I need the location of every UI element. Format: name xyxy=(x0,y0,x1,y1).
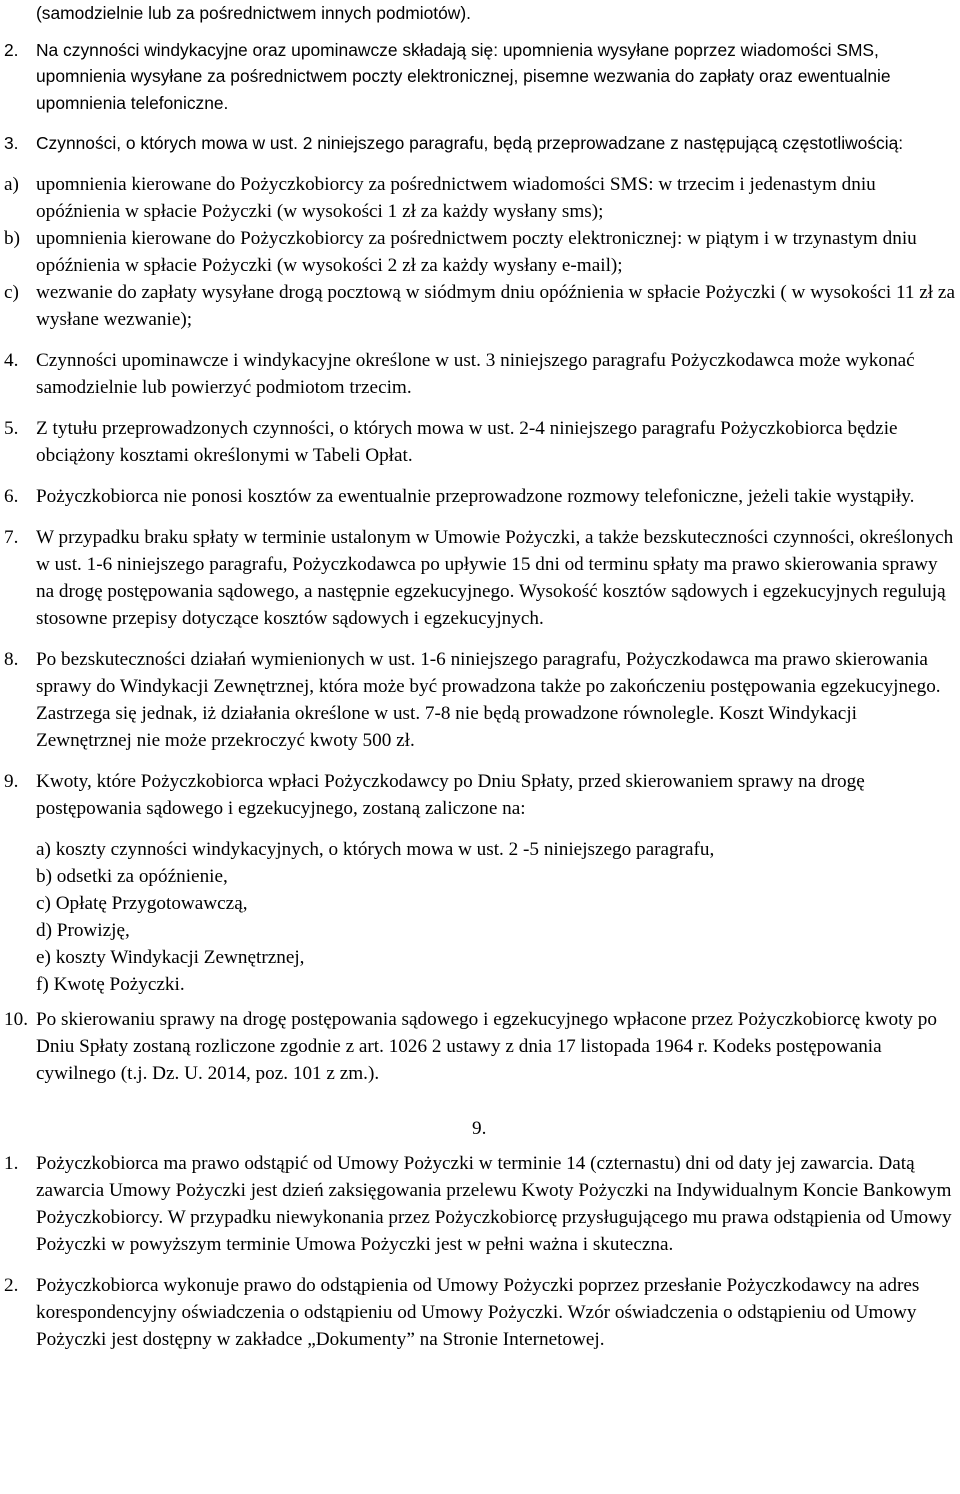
paragraph-number: 2. xyxy=(4,39,19,60)
list-item-text: wezwanie do zapłaty wysyłane drogą pocztową w siódmym dniu opóźnienia w spłacie Pożyczki ( w wysokości 11 zł za wysłane wezwanie); xyxy=(36,281,955,330)
list-item: c) Opłatę Przygotowawczą, xyxy=(36,892,248,914)
paragraph-7 xyxy=(0,524,960,632)
paragraph-text: Czynności, o których mowa w ust. 2 niniejszego paragrafu, będą przeprowadzane z następującą częstotliwością: xyxy=(36,133,904,153)
paragraph-text: Kwoty, które Pożyczkobiorca wpłaci Pożyczkodawcy po Dniu Spłaty, przed skierowaniem sprawy na drogę postępowania sądowego i egzekucyjnego, zostaną zaliczone na: xyxy=(36,770,865,819)
paragraph-number: 10. xyxy=(4,1008,28,1030)
list-item-text: upomnienia kierowane do Pożyczkobiorcy za pośrednictwem wiadomości SMS: w trzecim i jedenastym dniu opóźnienia w spłacie Pożyczki (w wysokości 1 zł za każdy wysłany sms); xyxy=(36,173,876,222)
paragraph-text: Pożyczkobiorca ma prawo odstąpić od Umowy Pożyczki w terminie 14 (czternastu) dni od daty jej zawarcia. Datą zawarcia Umowy Pożyczki jest dzień zaksięgowania przelewu Kwoty Pożyczki na Indywidualnym Koncie Bankowym Pożyczkobiorcy. W przypadku niewykonania przez Pożyczkobiorcę przysługującego mu prawa odstąpienia od Umowy Pożyczki w powyższym terminie Umowa Pożyczki jest w pełni ważna i skuteczna. xyxy=(36,1152,952,1255)
paragraph-text: Po bezskuteczności działań wymienionych w ust. 1-6 niniejszego paragrafu, Pożyczkodawca ma prawo skierowania sprawy do Windykacji Zewnętrznej, która może być prowadzona także po zakończeniu postępowania egzekucyjnego. Zastrzega się jednak, iż działania określone w ust. 7-8 nie będą prowadzone równolegle. Koszt Windykacji Zewnętrznej nie może przekroczyć kwoty 500 zł. xyxy=(36,648,941,751)
paragraph-8 xyxy=(0,646,960,754)
section-9-paragraph-2 xyxy=(0,1272,960,1353)
paragraph-number: 9. xyxy=(4,770,19,792)
paragraph-number: 5. xyxy=(4,417,19,439)
paragraph-text: Pożyczkobiorca nie ponosi kosztów za ewentualnie przeprowadzone rozmowy telefoniczne, jeżeli takie wystąpiły. xyxy=(36,485,915,507)
section-title xyxy=(0,1115,960,1142)
section-9-paragraph-1 xyxy=(0,1150,960,1258)
list-item xyxy=(0,225,960,279)
list-item: a) koszty czynności windykacyjnych, o których mowa w ust. 2 -5 niniejszego paragrafu, xyxy=(36,838,715,860)
paragraph-10 xyxy=(0,1006,960,1087)
list-item: f) Kwotę Pożyczki. xyxy=(36,973,185,995)
paragraph-number: 3. xyxy=(4,133,19,153)
section-number: 9. xyxy=(472,1117,487,1139)
paragraph-number: 1. xyxy=(4,1152,19,1174)
list-item: b) odsetki za opóźnienie, xyxy=(36,865,228,887)
paragraph-3 xyxy=(0,130,960,157)
intro-tail xyxy=(0,0,960,27)
paragraph-text: W przypadku braku spłaty w terminie ustalonym w Umowie Pożyczki, a także bezskuteczności czynności, określonych w ust. 1-6 niniejszego paragrafu, Pożyczkodawca po upływie 15 dni od terminu spłaty ma prawo skierowania sprawy na drogę postępowania sądowego, a następnie egzekucyjnego. Wysokość kosztów sądowych i egzekucyjnych regulują stosowne przepisy dotyczące kosztów sądowych i egzekucyjnych. xyxy=(36,526,954,629)
paragraph-2 xyxy=(0,37,960,117)
intro-tail-text: (samodzielnie lub za pośrednictwem innych podmiotów). xyxy=(36,3,471,23)
paragraph-number: 4. xyxy=(4,349,19,371)
list-item: d) Prowizję, xyxy=(36,919,130,941)
p9-list xyxy=(0,836,960,998)
paragraph-number: 6. xyxy=(4,485,19,507)
paragraph-6 xyxy=(0,483,960,510)
paragraph-text: Po skierowaniu sprawy na drogę postępowania sądowego i egzekucyjnego wpłacone przez Pożyczkobiorcę kwoty po Dniu Spłaty zostaną rozliczone zgodnie z art. 1026 2 ustawy z dnia 17 listopada 1964 r. Kodeks postępowania cywilnego (t.j. Dz. U. 2014, poz. 101 z zm.). xyxy=(36,1008,937,1084)
paragraph-text: Z tytułu przeprowadzonych czynności, o których mowa w ust. 2-4 niniejszego paragrafu Pożyczkobiorca będzie obciążony kosztami określonymi w Tabeli Opłat. xyxy=(36,417,898,466)
list-item xyxy=(0,279,960,333)
paragraph-number: 2. xyxy=(4,1274,19,1296)
list-item-marker: a) xyxy=(4,173,19,195)
paragraph-text: Pożyczkobiorca wykonuje prawo do odstąpienia od Umowy Pożyczki poprzez przesłanie Pożyczkodawcy na adres korespondencyjny oświadczenia o odstąpieniu od Umowy Pożyczki. Wzór oświadczenia o odstąpieniu od Umowy Pożyczki jest dostępny w zakładce „Dokumenty” na Stronie Internetowej. xyxy=(36,1274,920,1350)
list-item xyxy=(0,171,960,225)
list-item-marker: c) xyxy=(4,281,19,303)
paragraph-9 xyxy=(0,768,960,822)
paragraph-4 xyxy=(0,347,960,401)
paragraph-number: 8. xyxy=(4,648,19,670)
list-item-text: upomnienia kierowane do Pożyczkobiorcy za pośrednictwem poczty elektronicznej: w piątym i w trzynastym dniu opóźnienia w spłacie Pożyczki (w wysokości 2 zł za każdy wysłany e-mail); xyxy=(36,227,917,276)
paragraph-5 xyxy=(0,415,960,469)
paragraph-number: 7. xyxy=(4,526,19,548)
list-item: e) koszty Windykacji Zewnętrznej, xyxy=(36,946,305,968)
paragraph-text: Czynności upominawcze i windykacyjne określone w ust. 3 niniejszego paragrafu Pożyczkodawca może wykonać samodzielnie lub powierzyć podmiotom trzecim. xyxy=(36,349,915,398)
list-item-marker: b) xyxy=(4,227,20,249)
paragraph-text: Na czynności windykacyjne oraz upominawcze składają się: upomnienia wysyłane poprzez wiadomości SMS, upomnienia wysyłane za pośrednictwem poczty elektronicznej, pisemne wezwania do zapłaty oraz ewentualnie upomnienia telefoniczne. xyxy=(36,39,891,113)
